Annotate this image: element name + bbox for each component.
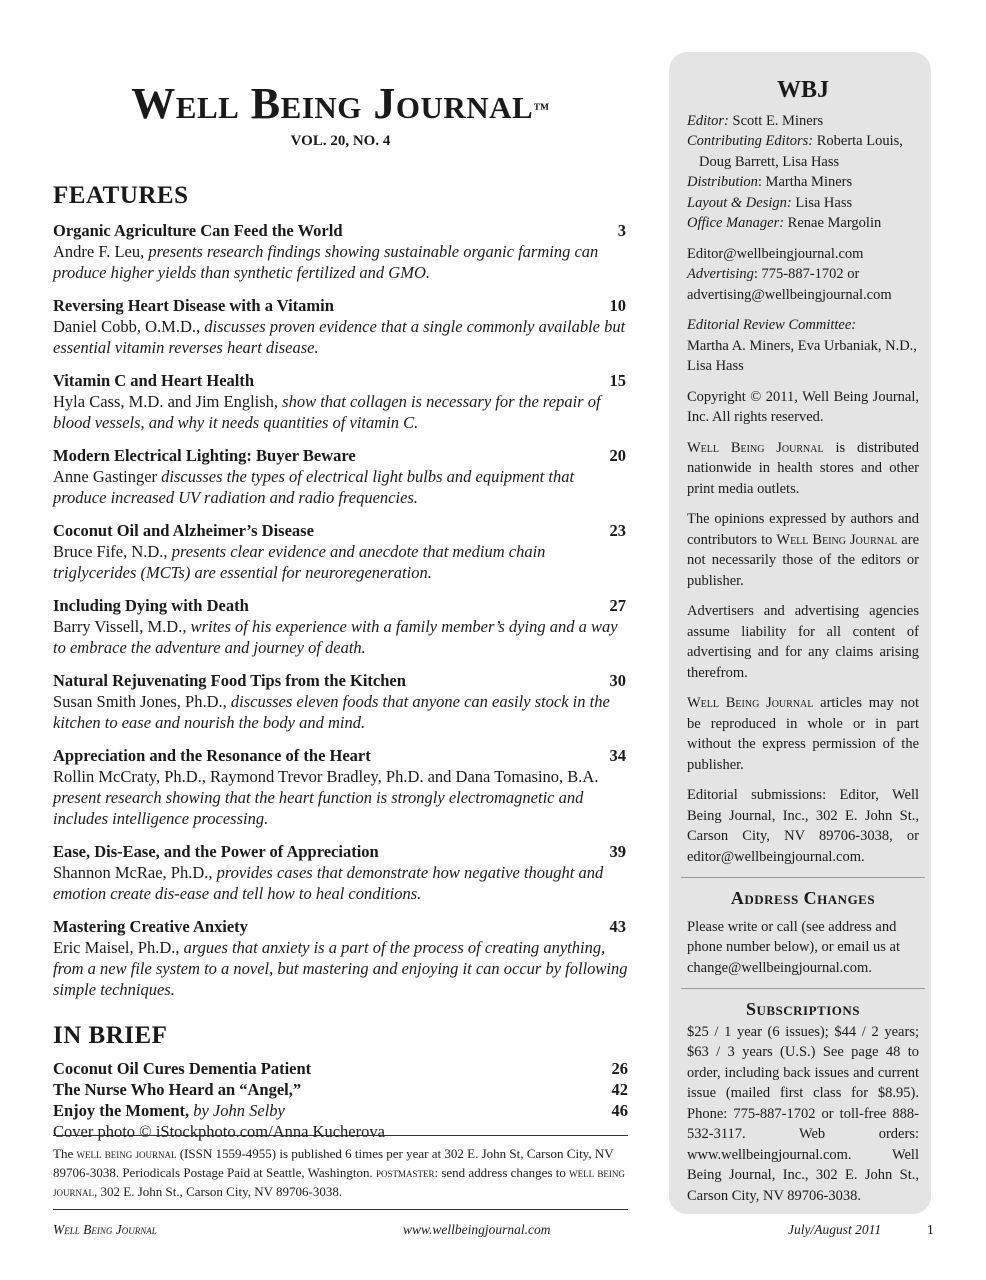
feature-author: Eric Maisel, Ph.D., <box>53 938 184 957</box>
feature-author: Andre F. Leu, <box>53 242 149 261</box>
feature-title: Mastering Creative Anxiety <box>53 917 248 936</box>
editor-label: Editor: <box>687 112 729 129</box>
feature-title-row <box>53 445 628 466</box>
notice-journal-name: well being journal <box>53 1165 625 1199</box>
subscriptions-text: $25 / 1 year (6 issues); $44 / 2 years; $63 / 3 years (U.S.) See page 48 to order, including back issues and current issue (mailed first class for $8.95). Phone: 775-887-1702 or toll-free 888-532-3117. Web orders: www.wellbeingjournal.com. Well Being Journal, Inc., 302 E. John St., Carson City, NV 89706-3038. <box>687 1023 919 1204</box>
feature-author: Barry Vissell, M.D., <box>53 617 191 636</box>
feature-description: present research showing that the heart function is strongly electromagnetic and includes intelligence processing. <box>53 788 584 828</box>
publication-notice <box>53 1135 628 1210</box>
feature-author: Anne Gastinger <box>53 467 162 486</box>
feature-author: Shannon McRae, Ph.D., <box>53 863 217 882</box>
feature-title-row <box>53 370 628 391</box>
feature-description: argues that anxiety is a part of the process of creating anything, from a new file system to a novel, but mastering and enjoying it can occur by following simple techniques. <box>53 938 628 999</box>
feature-byline <box>53 466 628 508</box>
feature-page-number: 20 <box>609 446 626 465</box>
feature-title: Natural Rejuvenating Food Tips from the Kitchen <box>53 671 406 690</box>
feature-byline <box>53 391 628 433</box>
feature-byline <box>53 691 628 733</box>
contributing-editors: Doug Barrett, Lisa Hass <box>699 153 840 170</box>
feature-description: discusses eleven foods that anyone can easily stock in the kitchen to ease and nourish the body and mind. <box>53 692 610 732</box>
feature-title-row <box>53 916 628 937</box>
reproduction-text: articles may not be reproduced in whole or in part without the express permission of the publisher. <box>687 695 920 773</box>
feature-entry <box>53 841 628 904</box>
brief-title: Enjoy the Moment, <box>53 1101 190 1120</box>
feature-entry <box>53 370 628 433</box>
feature-description: presents clear evidence and anecdote that medium chain triglycerides (MCTs) are essential for neuroregeneration. <box>53 542 546 582</box>
feature-title: Vitamin C and Heart Health <box>53 371 255 390</box>
editor-email: Editor@wellbeingjournal.com <box>687 245 864 262</box>
staff-list <box>687 111 919 234</box>
review-committee <box>687 315 919 377</box>
notice-text: : send address changes to <box>434 1165 570 1180</box>
address-changes-text: Please write or call (see address and phone number below), or email us at change@wellbeingjournal.com. <box>687 918 901 976</box>
office-manager-label: Office Manager: <box>687 215 785 231</box>
feature-description: show that collagen is necessary for the repair of blood vessels, and why it needs quantities of vitamin C. <box>53 392 601 432</box>
feature-byline <box>53 766 628 829</box>
notice-postmaster: postmaster <box>375 1165 435 1180</box>
feature-byline <box>53 316 628 358</box>
contributing-editors-label: Contributing Editors: <box>687 133 814 149</box>
brief-page-number: 26 <box>611 1059 628 1078</box>
feature-entry <box>53 295 628 358</box>
volume-number: VOL. 20, NO. 4 <box>290 133 391 149</box>
notice-text: , 302 E. John St., Carson City, NV 89706-3038. <box>94 1184 343 1199</box>
brief-page-number: 46 <box>611 1101 628 1120</box>
address-changes-heading: Address Changes <box>730 888 876 908</box>
feature-title: Ease, Dis-Ease, and the Power of Appreciation <box>53 842 379 861</box>
feature-description: writes of his experience with a family member’s dying and a way to embrace the adventure and journey of death. <box>53 617 618 657</box>
brief-page-number: 42 <box>611 1080 628 1099</box>
in-brief-list <box>53 1058 628 1121</box>
brief-title-wrap <box>53 1100 285 1121</box>
feature-byline <box>53 616 628 658</box>
layout-label: Layout & Design: <box>687 194 792 211</box>
feature-title-row <box>53 745 628 766</box>
feature-entry <box>53 916 628 1000</box>
divider <box>681 877 925 878</box>
brief-title: The Nurse Who Heard an “Angel,” <box>53 1080 302 1099</box>
in-brief-entry <box>53 1100 628 1121</box>
distribution-note <box>687 438 919 500</box>
trademark: ™ <box>533 101 550 118</box>
feature-author: Bruce Fife, N.D., <box>53 542 172 561</box>
feature-description: discusses proven evidence that a single commonly available but essential vitamin reverses heart disease. <box>53 317 626 357</box>
distribution-note-text: is distributed nationwide in health stores and other print media outlets. <box>687 439 919 497</box>
feature-byline <box>53 241 628 283</box>
advertising-phone: : 775-887-1702 or <box>753 266 860 282</box>
opinion-disclaimer <box>687 509 919 591</box>
feature-page-number: 3 <box>617 221 626 240</box>
notice-text: (ISSN 1559-4955) is published 6 times per year at 302 E. John St, Carson City, NV 89706-3038. Periodicals Postage Paid at Seattle, Washington. <box>53 1146 614 1180</box>
masthead-title: Well Being Journal <box>131 79 534 128</box>
feature-entry <box>53 745 628 829</box>
copyright-notice: Copyright © 2011, Well Being Journal, Inc. All rights reserved. <box>687 388 919 425</box>
footer-issue-date: July/August 2011 <box>788 1222 882 1237</box>
feature-author: Hyla Cass, M.D. and Jim English, <box>53 392 283 411</box>
feature-title-row <box>53 670 628 691</box>
feature-author: Rollin McCraty, Ph.D., Raymond Trevor Bradley, Ph.D. and Dana Tomasino, B.A. <box>53 767 599 786</box>
feature-byline <box>53 541 628 583</box>
in-brief-entry <box>53 1058 628 1079</box>
contact-block <box>687 244 919 306</box>
review-committee-label: Editorial Review Committee: <box>687 317 857 333</box>
feature-title: Organic Agriculture Can Feed the World <box>53 221 343 240</box>
feature-title: Coconut Oil and Alzheimer’s Disease <box>53 521 314 540</box>
feature-title-row <box>53 220 628 241</box>
advertising-email: advertising@wellbeingjournal.com <box>687 286 892 303</box>
cover-photo-credit: Cover photo © iStockphoto.com/Anna Kucherova <box>53 1122 385 1141</box>
editor-name: Scott E. Miners <box>728 112 824 129</box>
footer-url: www.wellbeingjournal.com <box>403 1222 551 1237</box>
footer-page-number: 1 <box>927 1222 934 1237</box>
journal-name: Well Being Journal <box>687 695 814 711</box>
brief-title-wrap <box>53 1079 301 1100</box>
feature-title-row <box>53 520 628 541</box>
features-heading: FEATURES <box>53 182 189 209</box>
brief-author: by John Selby <box>189 1101 285 1120</box>
feature-page-number: 39 <box>609 842 626 861</box>
journal-name: Well Being Journal <box>687 439 824 456</box>
masthead <box>53 78 628 130</box>
feature-entry <box>53 220 628 283</box>
masthead-sidebar <box>669 52 931 1214</box>
feature-byline <box>53 862 628 904</box>
feature-page-number: 15 <box>609 371 626 390</box>
brief-title-wrap <box>53 1058 311 1079</box>
feature-entry <box>53 670 628 733</box>
distribution-name: : Martha Miners <box>757 174 853 190</box>
journal-name: Well Being Journal <box>776 531 898 548</box>
feature-title-row <box>53 595 628 616</box>
feature-page-number: 43 <box>609 917 626 936</box>
feature-description: presents research findings showing sustainable organic farming can produce higher yields than synthetic fertilized and GMO. <box>53 242 599 282</box>
feature-entry <box>53 595 628 658</box>
sidebar-title: WBJ <box>776 77 829 103</box>
feature-page-number: 10 <box>609 296 626 315</box>
feature-byline <box>53 937 628 1000</box>
reproduction-notice <box>687 693 919 775</box>
feature-page-number: 23 <box>609 521 626 540</box>
feature-title-row <box>53 295 628 316</box>
feature-description: discusses the types of electrical light bulbs and equipment that produce increased UV radiation and radio frequencies. <box>53 467 575 507</box>
feature-entry <box>53 445 628 508</box>
contributing-editors: Roberta Louis, <box>813 133 903 149</box>
advertising-label: Advertising <box>687 266 754 282</box>
layout-name: Lisa Hass <box>791 194 853 211</box>
feature-title-row <box>53 841 628 862</box>
opinion-text: The opinions expressed by authors and contributors to <box>687 511 919 548</box>
in-brief-heading: IN BRIEF <box>53 1022 168 1049</box>
features-list <box>53 220 628 1000</box>
footer-journal-name: Well Being Journal <box>53 1222 157 1237</box>
feature-entry <box>53 520 628 583</box>
divider <box>681 988 925 989</box>
feature-title: Appreciation and the Resonance of the Heart <box>53 746 371 765</box>
subscriptions-heading: Subscriptions <box>745 999 861 1019</box>
feature-description: provides cases that demonstrate how negative thought and emotion create dis-ease and tell how to heal conditions. <box>53 863 604 903</box>
in-brief-entry <box>53 1079 628 1100</box>
feature-author: Daniel Cobb, O.M.D., <box>53 317 205 336</box>
opinion-text: are not necessarily those of the editors or publisher. <box>687 531 920 589</box>
contents-column <box>53 78 628 1143</box>
office-manager-name: Renae Margolin <box>784 215 882 231</box>
feature-title: Including Dying with Death <box>53 596 249 615</box>
feature-author: Susan Smith Jones, Ph.D., <box>53 692 231 711</box>
notice-text: The <box>53 1146 77 1161</box>
distribution-label: Distribution <box>687 174 758 190</box>
review-committee-members: Martha A. Miners, Eva Urbaniak, N.D., Lisa Hass <box>687 337 917 374</box>
brief-title: Coconut Oil Cures Dementia Patient <box>53 1059 312 1078</box>
feature-page-number: 27 <box>609 596 626 615</box>
notice-journal-name: well being journal <box>76 1146 177 1161</box>
feature-title: Modern Electrical Lighting: Buyer Beware <box>53 446 356 465</box>
feature-page-number: 34 <box>609 746 626 765</box>
editorial-submissions: Editorial submissions: Editor, Well Being Journal, Inc., 302 E. John St., Carson City, NV 89706-3038, or editor@wellbeingjournal.com. <box>687 787 919 865</box>
advertising-liability: Advertisers and advertising agencies assume liability for all content of advertising and for any claims arising therefrom. <box>687 603 919 681</box>
feature-page-number: 30 <box>609 671 626 690</box>
feature-title: Reversing Heart Disease with a Vitamin <box>53 296 334 315</box>
